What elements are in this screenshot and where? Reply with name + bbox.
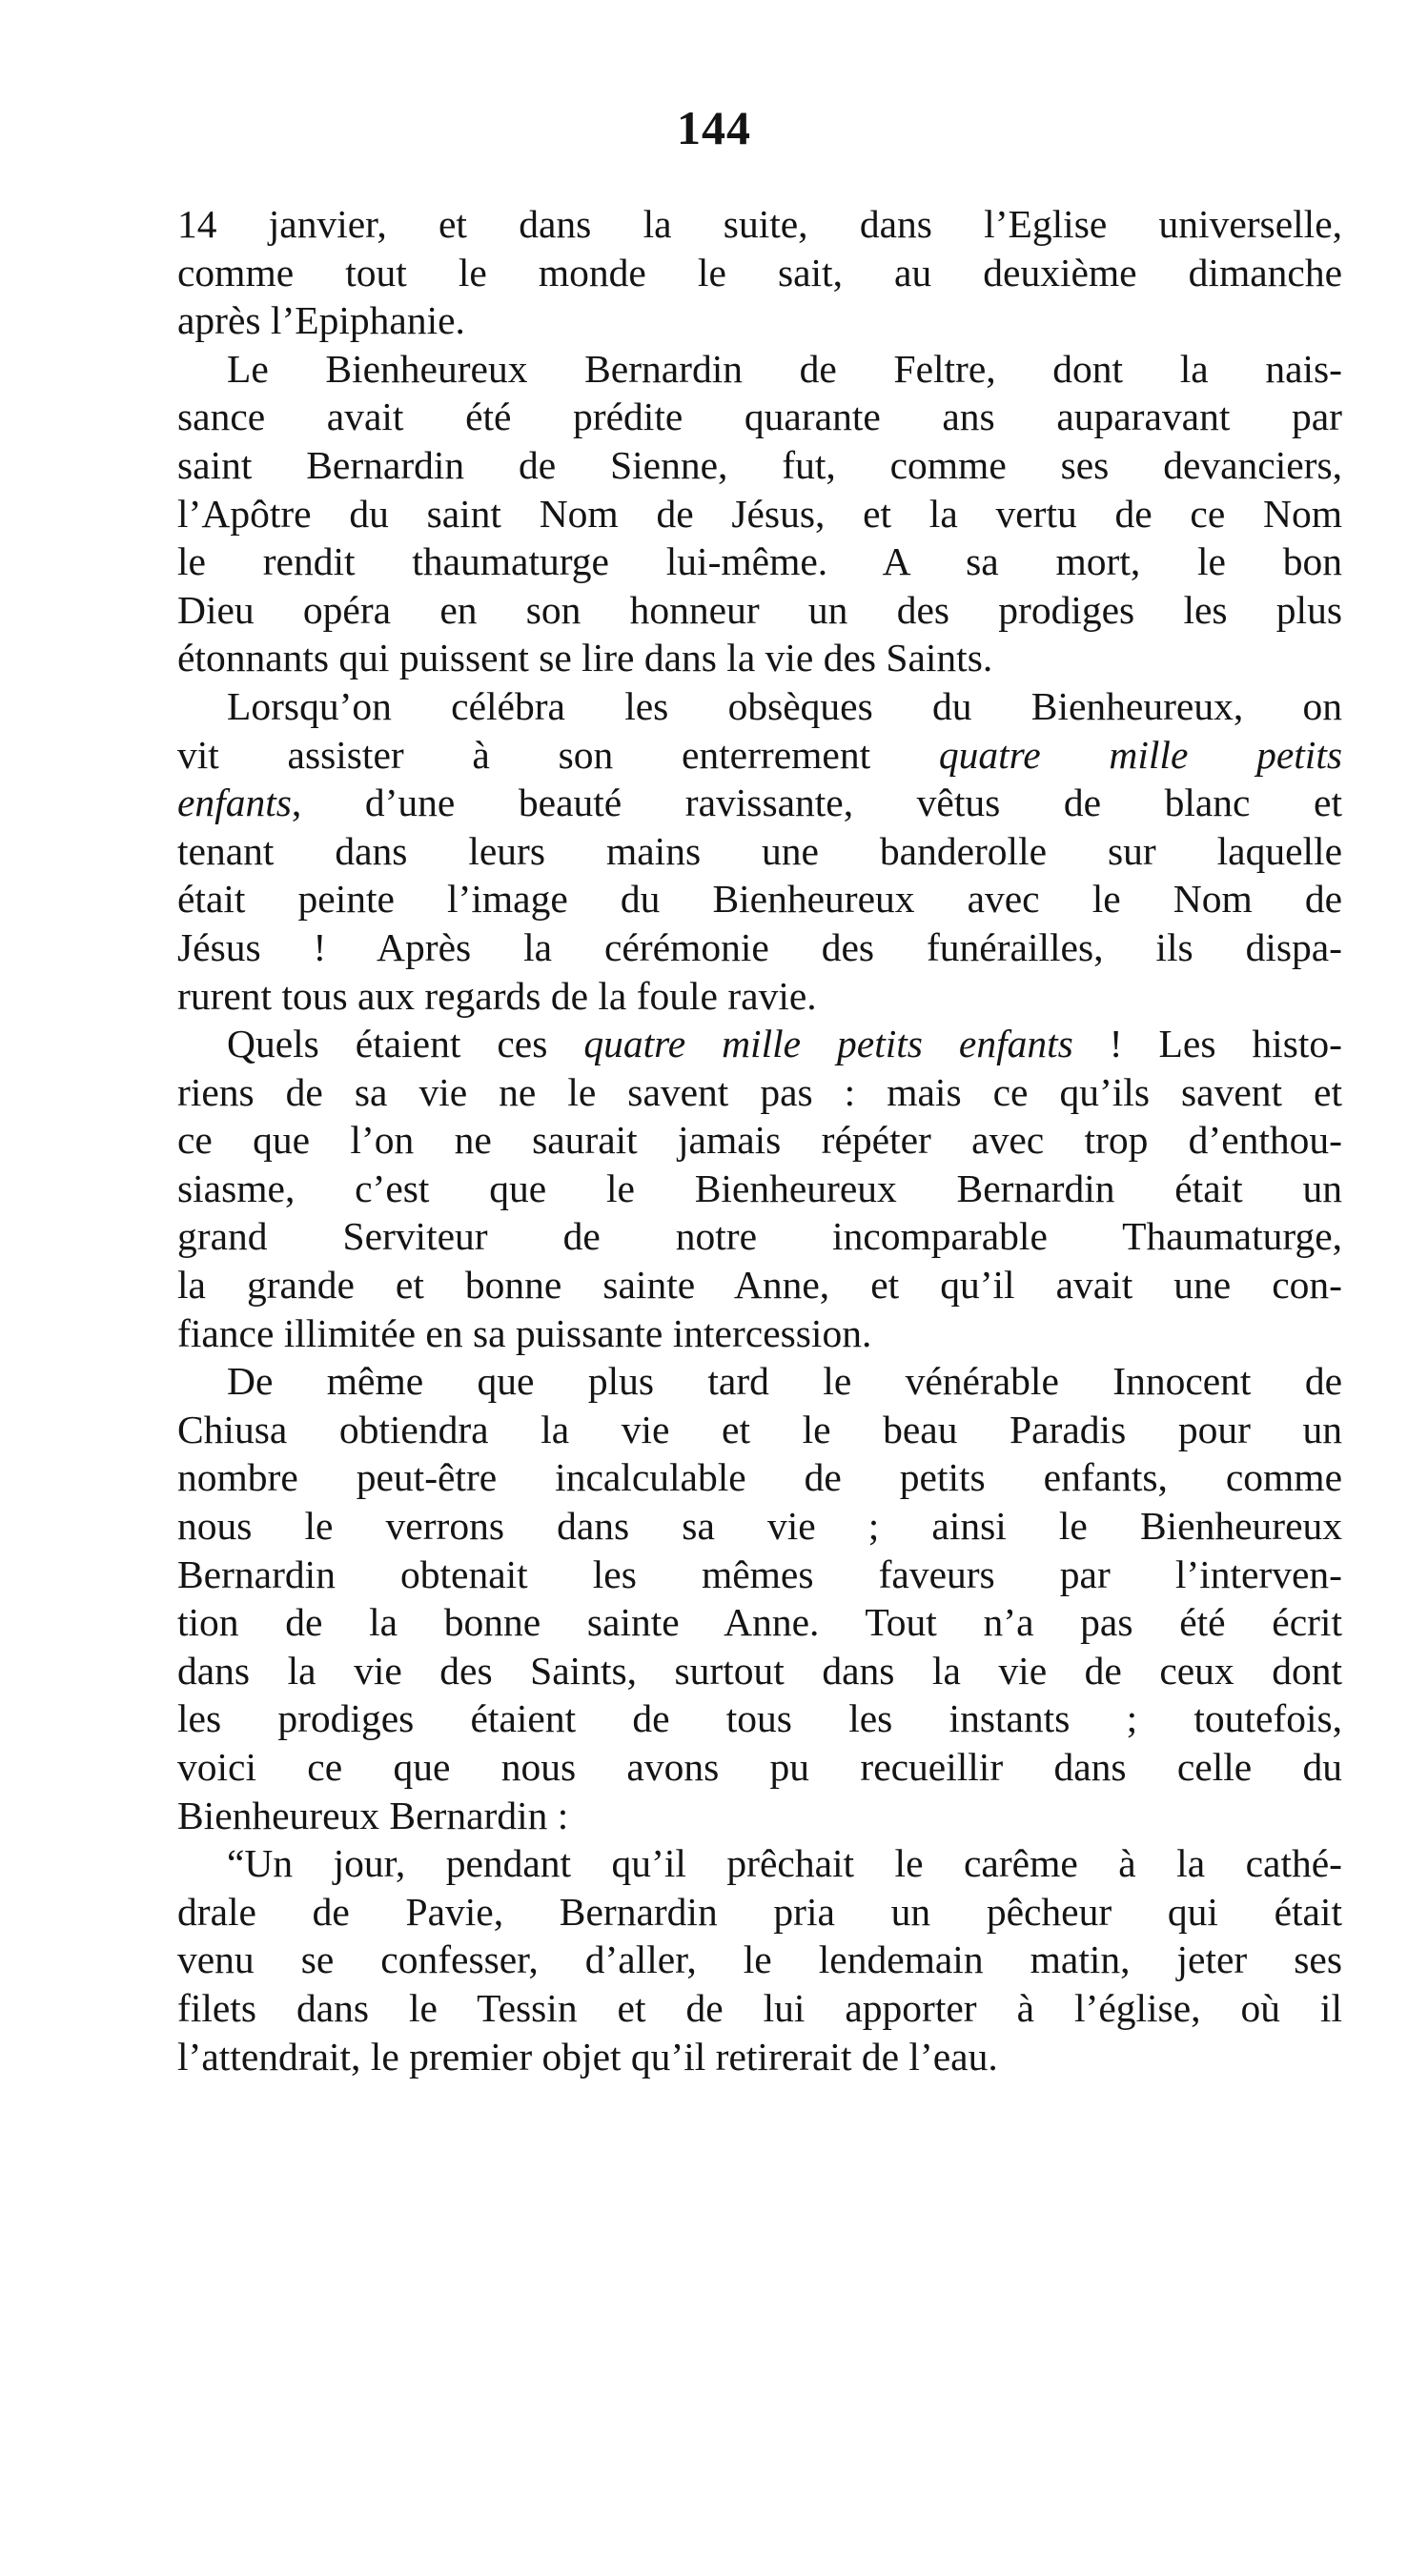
text-line: le rendit thaumaturge lui-même. A sa mort, le bon [177, 539, 1342, 584]
text-line: dans la vie des Saints, surtout dans la vie de ceux dont [177, 1648, 1342, 1693]
text-line: nombre peut-être incalculable de petits enfants, comme [177, 1455, 1342, 1500]
text-line: fiance illimitée en sa puissante intercession. [177, 1310, 872, 1355]
paragraph [177, 200, 1342, 345]
text-line: la grande et bonne sainte Anne, et qu’il avait une con- [177, 1263, 1342, 1308]
text-line: filets dans le Tessin et de lui apporter à l’église, où il [177, 1985, 1342, 2030]
text-line: Bernardin obtenait les mêmes faveurs par l’interven- [177, 1552, 1342, 1596]
text-line: l’attendrait, le premier objet qu’il retirerait de l’eau. [177, 2034, 998, 2079]
text-line: nous le verrons dans sa vie ; ainsi le Bienheureux [177, 1504, 1342, 1549]
text-line: Dieu opéra en son honneur un des prodiges les plus [177, 587, 1342, 632]
text-line: enfants, d’une beauté ravissante, vêtus de blanc et [177, 781, 1342, 825]
text-line: Lorsqu’on célébra les obsèques du Bienheureux, on [227, 683, 1342, 728]
paragraph [177, 1020, 1342, 1357]
text-line: l’Apôtre du saint Nom de Jésus, et la vertu de ce Nom [177, 491, 1342, 536]
text-line: tion de la bonne sainte Anne. Tout n’a pas été écrit [177, 1600, 1342, 1645]
text-line: saint Bernardin de Sienne, fut, comme ses devanciers, [177, 442, 1342, 487]
text-line: Chiusa obtiendra la vie et le beau Paradis pour un [177, 1407, 1342, 1451]
text-line: “Un jour, pendant qu’il prêchait le carême à la cathé- [227, 1841, 1342, 1886]
text-line: 14 janvier, et dans la suite, dans l’Eglise universelle, [177, 202, 1342, 246]
text-line: grand Serviteur de notre incomparable Thaumaturge, [177, 1214, 1342, 1259]
text-line: drale de Pavie, Bernardin pria un pêcheur qui était [177, 1889, 1342, 1934]
text-line: ce que l’on ne saurait jamais répéter avec trop d’enthou- [177, 1118, 1342, 1163]
text-line: venu se confesser, d’aller, le lendemain matin, jeter ses [177, 1937, 1342, 1982]
text-line: rurent tous aux regards de la foule ravie. [177, 973, 817, 1018]
paragraph [177, 345, 1342, 682]
text-line: voici ce que nous avons pu recueillir dans celle du [177, 1745, 1342, 1789]
paragraph [177, 1839, 1342, 2080]
text-line: vit assister à son enterrement quatre mille petits [177, 732, 1342, 777]
text-line: riens de sa vie ne le savent pas : mais ce qu’ils savent et [177, 1069, 1342, 1114]
text-line: après l’Epiphanie. [177, 298, 465, 343]
text-line: De même que plus tard le vénérable Innocent de [227, 1359, 1342, 1404]
text-line: Quels étaient ces quatre mille petits enfants ! Les histo- [227, 1022, 1342, 1066]
page-number: 144 [677, 101, 751, 154]
text-line: Jésus ! Après la cérémonie des funérailles, ils dispa- [177, 924, 1342, 969]
text-line: Bienheureux Bernardin : [177, 1793, 569, 1837]
text-line: était peinte l’image du Bienheureux avec le Nom de [177, 877, 1342, 922]
paragraph [177, 682, 1342, 1020]
text-line: les prodiges étaient de tous les instants ; toutefois, [177, 1696, 1342, 1741]
text-line: comme tout le monde le sait, au deuxième dimanche [177, 250, 1342, 294]
text-line: sance avait été prédite quarante ans auparavant par [177, 395, 1342, 439]
paragraph [177, 1357, 1342, 1839]
text-line: siasme, c’est que le Bienheureux Bernardin était un [177, 1166, 1342, 1210]
text-line: tenant dans leurs mains une banderolle sur laquelle [177, 828, 1342, 873]
body-text [177, 200, 1342, 2080]
text-line: Le Bienheureux Bernardin de Feltre, dont la nais- [227, 346, 1342, 391]
text-line: étonnants qui puissent se lire dans la vie des Saints. [177, 636, 993, 680]
